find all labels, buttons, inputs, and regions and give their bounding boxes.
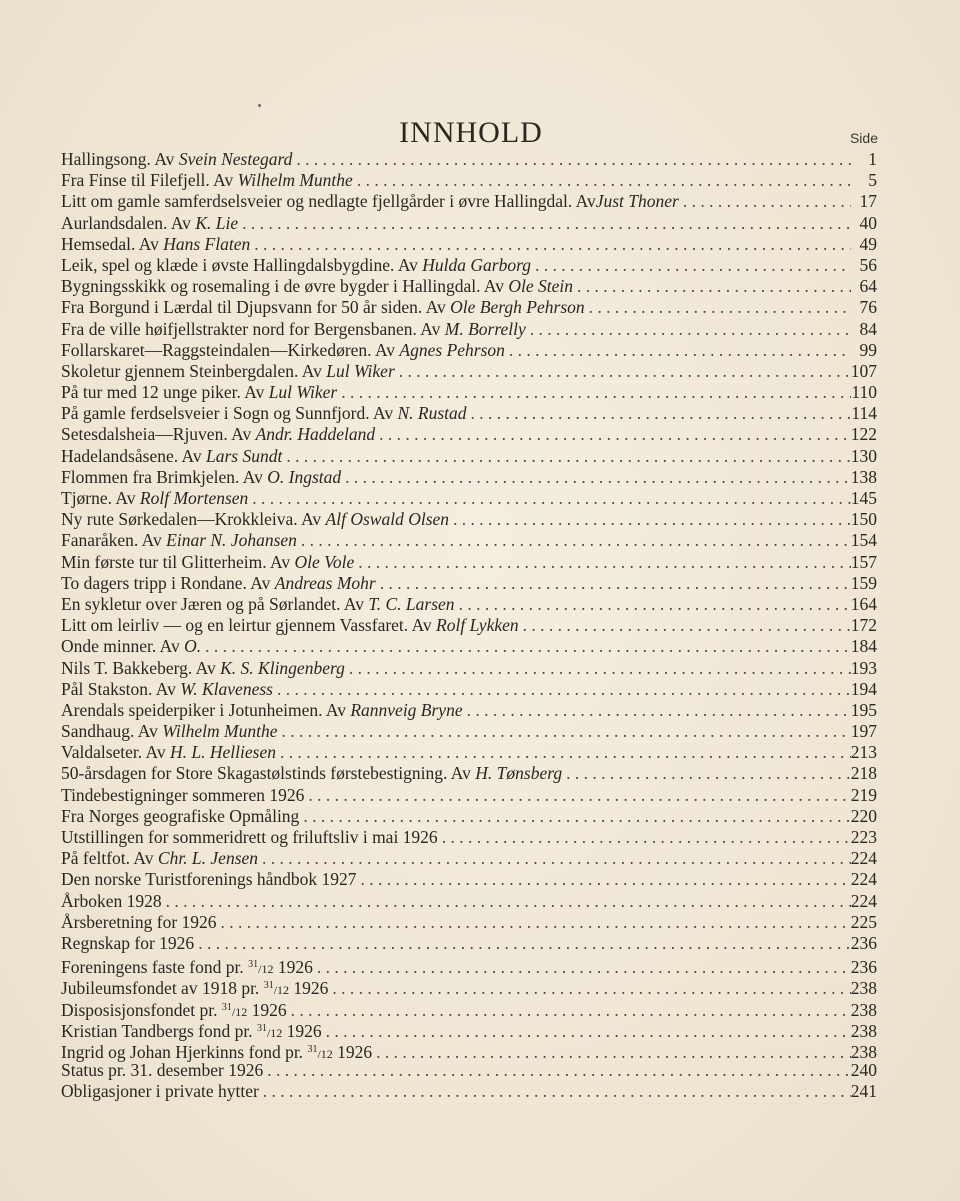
toc-entry-title-text: 50-årsdagen for Store Skagastølstinds førstebestigning. Av [61, 763, 476, 784]
toc-entry-page: 145 [850, 488, 877, 508]
toc-entry [61, 933, 877, 954]
dot-leader [322, 1021, 851, 1042]
toc-entry-author: T. C. Larsen [368, 593, 455, 614]
toc-entry-title [61, 340, 505, 361]
dot-leader [519, 615, 851, 636]
toc-entry-title-text: Onde minner. Av [61, 636, 185, 657]
toc-entry-title [61, 636, 201, 657]
toc-entry-page: 213 [850, 742, 877, 763]
dot-leader [354, 552, 851, 573]
toc-entry-title-text: På tur med 12 unge piker. Av [61, 382, 269, 403]
toc-entry-title-text: En sykletur over Jæren og på Sørlandet. Av [61, 593, 369, 614]
toc-entry-title-text: Fra Finse til Filefjell. Av [61, 170, 238, 191]
toc-entry [61, 552, 877, 573]
toc-entry-author: K. S. Klingenberg [220, 657, 345, 678]
date-superscript: 31 [221, 1001, 232, 1013]
toc-entry-title-text: Arendals speiderpiker i Jotunheimen. Av [61, 699, 351, 720]
dot-leader [353, 170, 851, 191]
toc-entry-page: 225 [850, 911, 877, 932]
toc-entry [61, 213, 877, 234]
toc-entry [61, 594, 877, 615]
toc-entry-title-text: Min første tur til Glitterheim. Av [61, 551, 295, 572]
toc-entry-title [61, 191, 679, 212]
toc-entry-page: 224 [850, 869, 877, 890]
toc-entry-title [61, 149, 292, 170]
toc-entry-page: 184 [850, 636, 877, 657]
toc-entry-page: 236 [850, 932, 877, 953]
toc-entry-author: Andr. Haddeland [255, 424, 376, 445]
toc-entry-title [61, 763, 562, 784]
toc-entry [61, 488, 877, 509]
toc-entry [61, 170, 877, 191]
dot-leader [277, 721, 850, 742]
toc-entry-title-text: Fra de ville høifjellstrakter nord for Bergensbanen. Av [61, 318, 445, 339]
toc-entry [61, 361, 877, 382]
toc-entry-page: 236 [850, 957, 877, 978]
toc-entry-title [61, 319, 526, 340]
toc-entry-title-text: Ny rute Sørkedalen—Krokkleiva. Av [61, 509, 326, 530]
dot-leader [292, 149, 851, 170]
toc-entry-title-text: Utstillingen for sommeridrett og friluftsliv i mai 1926 [61, 827, 438, 847]
toc-entry-title-text: Sandhaug. Av [61, 721, 163, 742]
toc-entry [61, 1081, 877, 1102]
date-year: 1926 [273, 957, 313, 978]
toc-entry-title [61, 361, 395, 382]
toc-entry-page: 122 [850, 424, 877, 445]
toc-entry-title [61, 912, 217, 933]
toc-entry-author: H. Tønsberg [475, 763, 563, 784]
toc-entry-author: K. Lie [195, 212, 239, 233]
page-dot [258, 104, 261, 107]
toc-entry [61, 848, 877, 869]
toc-entry-author: Svein Nestegard [178, 149, 293, 169]
toc-entry-title-text: Setesdalsheia—Rjuven. Av [61, 424, 256, 445]
toc-entry [61, 424, 877, 445]
toc-entry-title-text: To dagers tripp i Rondane. Av [61, 572, 275, 593]
date-year: 1926 [289, 978, 329, 999]
dot-leader [313, 957, 851, 978]
dot-leader [341, 467, 851, 488]
dot-leader [585, 297, 851, 318]
toc-entry [61, 340, 877, 361]
toc-entry-title-text: Obligasjoner i private hytter [61, 1081, 259, 1102]
toc-entry-title-text: Hallingsong. Av [61, 149, 179, 169]
dot-leader [449, 509, 851, 530]
dot-leader [238, 213, 851, 234]
toc-entry-author: Lars Sundt [205, 445, 283, 466]
toc-entry-title [61, 170, 353, 191]
toc-entry-page: 76 [859, 297, 877, 318]
toc-entry [61, 573, 877, 594]
toc-entry-author: Ole Bergh Pehrson [450, 297, 585, 318]
toc-entry-title-text: Pål Stakston. Av [61, 678, 181, 699]
toc-entry-author: Lul Wiker [326, 360, 395, 381]
toc-entry-title-text: Den norske Turistforenings håndbok 1927 [61, 869, 357, 890]
toc-entry-author: O. [184, 636, 202, 657]
toc-entry-title-text: Fra Borgund i Lærdal til Djupsvann for 50 år siden. Av [61, 297, 451, 318]
toc-entry-author: N. Rustad [397, 403, 467, 424]
toc-entry-page: 240 [850, 1060, 877, 1081]
dot-leader [248, 488, 850, 509]
toc-entry [61, 891, 877, 912]
toc-entry-title-text: Ingrid og Johan Hjerkinns fond pr. [61, 1041, 308, 1062]
toc-entry-page: 110 [851, 382, 877, 403]
toc-entry-title [61, 213, 238, 234]
toc-entry [61, 276, 877, 297]
toc-entry-title-text: Status pr. 31. desember 1926 [61, 1060, 264, 1081]
toc-entry-author: Einar N. Johansen [166, 530, 297, 551]
toc-entry-page: 159 [850, 572, 877, 593]
toc-entry-author: Rolf Lykken [436, 615, 519, 636]
toc-entry-title [61, 721, 277, 742]
toc-entry-page: 219 [850, 784, 877, 805]
toc-entry-page: 114 [851, 403, 877, 424]
toc-entry-title [61, 446, 282, 467]
toc-entry [61, 785, 877, 806]
page-title: INNHOLD [399, 116, 543, 150]
toc-entry [61, 1039, 877, 1060]
toc-entry-author: W. Klaveness [180, 678, 273, 699]
toc-entry-title [61, 424, 375, 445]
toc-entry-page: 17 [859, 191, 877, 212]
toc-entry-title-text: Flommen fra Brimkjelen. Av [61, 466, 268, 487]
toc-entry-title-text: Årsberetning for 1926 [61, 911, 217, 932]
toc-entry-page: 49 [859, 233, 877, 254]
dot-leader [375, 424, 851, 445]
toc-entry-page: 238 [850, 1041, 877, 1062]
toc-entry-title-text: Tindebestigninger sommeren 1926 [61, 784, 305, 805]
toc-entry-title [61, 594, 455, 615]
toc-entry-page: 241 [850, 1081, 877, 1102]
toc-entry-page: 154 [850, 530, 877, 551]
toc-entry-title-text: Jubileumsfondet av 1918 pr. [61, 978, 264, 999]
toc-entry-page: 150 [850, 509, 877, 530]
toc-entry [61, 636, 877, 657]
toc-entry-page: 84 [859, 318, 877, 339]
toc-entry-page: 238 [850, 1020, 877, 1041]
toc-entry [61, 467, 877, 488]
toc-entry-author: H. L. Helliesen [170, 742, 276, 763]
dot-leader [467, 403, 851, 424]
toc-entry-page: 107 [850, 360, 877, 381]
toc-entry-title [61, 530, 297, 551]
toc-entry-title [61, 827, 438, 848]
toc-entry-page: 64 [859, 276, 877, 297]
toc-entry [61, 382, 877, 403]
date-month: /12 [231, 1004, 248, 1019]
toc-entry-title-text: Fanaråken. Av [61, 530, 167, 551]
dot-leader [505, 340, 851, 361]
dot-leader [297, 530, 851, 551]
dot-leader [276, 742, 851, 763]
dot-leader [357, 869, 851, 890]
toc-entry-title [61, 700, 463, 721]
toc-entry [61, 149, 877, 170]
toc-entry-title-text: Årboken 1928 [61, 890, 162, 911]
toc-entry-author: Andreas Mohr [274, 572, 376, 593]
toc-entry-page: 193 [850, 657, 877, 678]
toc-entry-page: 218 [850, 763, 877, 784]
toc-entry-title [61, 403, 467, 424]
toc-entry-page: 238 [850, 978, 877, 999]
toc-entry-author: Alf Oswald Olsen [325, 509, 450, 530]
toc-entry-author: Agnes Pehrson [399, 339, 505, 360]
dot-leader [455, 594, 851, 615]
toc-entry-title-text: På gamle ferdselsveier i Sogn og Sunnfjord. Av [61, 403, 398, 424]
dot-leader [194, 933, 851, 954]
date-month: /12 [317, 1046, 333, 1061]
toc-entry-title-text: Litt om gamle samferdselsveier og nedlagte fjellgårder i øvre Hallingdal. Av [61, 191, 596, 212]
toc-entry-title-text: Disposisjonsfondet pr. [61, 999, 222, 1020]
toc-entry-author: Ole Stein [508, 276, 573, 297]
dot-leader [526, 319, 851, 340]
toc-entry-author: Wilhelm Munthe [237, 170, 353, 191]
toc-entry [61, 975, 877, 999]
toc-entry-page: 223 [850, 827, 877, 847]
dot-leader [273, 679, 851, 700]
toc-entry-title [61, 552, 354, 573]
toc-entry-title [61, 488, 248, 509]
dot-leader [337, 382, 851, 403]
toc-entry-page: 238 [850, 999, 877, 1020]
toc-entry-title-text: Bygningsskikk og rosemaling i de øvre bygder i Hallingdal. Av [61, 276, 509, 297]
toc-entry-title-text: Hadelandsåsene. Av [61, 445, 206, 466]
toc-entry-title [61, 1060, 263, 1081]
toc-entry-title [61, 933, 194, 954]
toc-entry [61, 446, 877, 467]
toc-entry-page: 224 [850, 848, 877, 869]
date-month: /12 [273, 983, 290, 998]
toc-entry-title [61, 742, 276, 763]
toc-entry-title [61, 806, 299, 827]
toc-entry [61, 679, 877, 700]
toc-entry-title-text: Skoletur gjennem Steinbergdalen. Av [61, 360, 327, 381]
toc-entry-title-text: Follarskaret—Raggsteindalen—Kirkedøren. Av [61, 339, 400, 360]
dot-leader [562, 763, 851, 784]
toc-entry-title [61, 869, 357, 890]
toc-entry-page: 1 [868, 149, 877, 169]
dot-leader [679, 191, 851, 212]
toc-entry-page: 5 [868, 170, 877, 191]
toc-entry-author: M. Borrelly [444, 318, 526, 339]
dot-leader [287, 1000, 851, 1021]
date-superscript: 31 [256, 1022, 267, 1034]
toc-entry [61, 255, 877, 276]
toc-entry [61, 997, 877, 1018]
toc-entry-title [61, 848, 258, 869]
toc-entry-page: 194 [850, 678, 877, 699]
toc-entry-title-text: Hemsedal. Av [61, 233, 164, 254]
toc-entry-title [61, 1081, 259, 1102]
toc-entry [61, 234, 877, 255]
dot-leader [304, 785, 850, 806]
table-of-contents [61, 149, 877, 1102]
date-year: 1926 [332, 1041, 373, 1062]
toc-entry-title [61, 785, 304, 806]
dot-leader [345, 658, 851, 679]
toc-entry-title-text: Fra Norges geografiske Opmåling [61, 805, 300, 826]
toc-entry-author: Just Thoner [595, 191, 679, 212]
toc-entry-author: Hans Flaten [163, 233, 251, 254]
toc-entry-author: Wilhelm Munthe [162, 721, 278, 742]
toc-entry [61, 827, 877, 848]
date-superscript: 31 [248, 959, 259, 971]
dot-leader [282, 446, 850, 467]
toc-entry-page: 157 [850, 551, 877, 572]
toc-entry [61, 806, 877, 827]
toc-entry-title [61, 234, 250, 255]
toc-entry [61, 742, 877, 763]
toc-entry-title-text: Regnskap for 1926 [61, 932, 195, 953]
toc-entry-page: 224 [850, 890, 877, 911]
toc-entry [61, 912, 877, 933]
toc-entry-page: 99 [859, 339, 877, 360]
toc-entry-page: 164 [850, 593, 877, 614]
toc-entry-title [61, 467, 341, 488]
toc-entry-page: 138 [850, 466, 877, 487]
toc-entry-title-text: Foreningens faste fond pr. [61, 957, 249, 978]
toc-entry-title-text: Valdalseter. Av [61, 742, 171, 763]
toc-entry-page: 40 [859, 212, 877, 233]
date-superscript: 31 [307, 1043, 318, 1055]
dot-leader [463, 700, 851, 721]
toc-entry-title-text: Litt om leirliv — og en leirtur gjennem Vassfaret. Av [61, 615, 437, 636]
page-column-header: Side [849, 130, 878, 146]
toc-entry-title [61, 297, 585, 318]
dot-leader [328, 978, 850, 999]
toc-entry-author: Hulda Garborg [422, 254, 532, 275]
dot-leader [263, 1060, 851, 1081]
toc-entry-author: O. Ingstad [267, 466, 342, 487]
toc-entry-title-text: Leik, spel og klæde i øvste Hallingdalsbygdine. Av [61, 254, 423, 275]
toc-entry [61, 530, 877, 551]
dot-leader [162, 891, 851, 912]
dot-leader [201, 636, 851, 657]
toc-entry [61, 869, 877, 890]
toc-entry-title [61, 509, 449, 530]
toc-entry-author: Lul Wiker [268, 382, 338, 403]
toc-entry-page: 56 [859, 254, 877, 275]
date-month: /12 [266, 1025, 283, 1040]
toc-entry-title-text: Tjørne. Av [61, 488, 140, 508]
toc-entry-author: Rolf Mortensen [139, 488, 249, 508]
dot-leader [258, 848, 851, 869]
date-year: 1926 [282, 1020, 322, 1041]
toc-entry [61, 319, 877, 340]
dot-leader [531, 255, 851, 276]
toc-entry-page: 130 [850, 445, 877, 466]
toc-entry [61, 509, 877, 530]
toc-entry-title-text: Aurlandsdalen. Av [61, 212, 196, 233]
toc-entry-title [61, 891, 162, 912]
toc-entry-title [61, 382, 337, 403]
toc-entry [61, 1018, 877, 1039]
toc-entry [61, 721, 877, 742]
dot-leader [376, 573, 851, 594]
toc-entry [61, 615, 877, 636]
toc-entry-title-text: På feltfot. Av [61, 848, 158, 869]
toc-entry-page: 220 [850, 805, 877, 826]
dot-leader [250, 234, 851, 255]
toc-entry-author: Rannveig Bryne [350, 699, 463, 720]
dot-leader [299, 806, 850, 827]
toc-entry-title [61, 615, 519, 636]
toc-entry-page: 195 [850, 699, 877, 720]
toc-entry-title [61, 276, 573, 297]
toc-entry [61, 1060, 877, 1081]
toc-entry [61, 700, 877, 721]
toc-entry-title [61, 573, 376, 594]
toc-entry [61, 954, 877, 978]
toc-entry-title [61, 255, 531, 276]
toc-entry [61, 763, 877, 784]
date-month: /12 [258, 962, 274, 977]
toc-entry [61, 297, 877, 318]
toc-entry-page: 197 [850, 721, 877, 742]
toc-entry [61, 658, 877, 679]
toc-entry-title-text: Kristian Tandbergs fond pr. [61, 1020, 257, 1041]
toc-entry-title [61, 679, 273, 700]
toc-entry [61, 191, 877, 212]
toc-entry-page: 172 [850, 615, 877, 636]
dot-leader [438, 827, 851, 848]
date-superscript: 31 [263, 980, 274, 992]
dot-leader [217, 912, 851, 933]
dot-leader [395, 361, 851, 382]
toc-entry-title [61, 658, 345, 679]
date-year: 1926 [247, 999, 287, 1020]
toc-entry [61, 403, 877, 424]
dot-leader [259, 1081, 851, 1102]
toc-entry-title-text: Nils T. Bakkeberg. Av [61, 657, 221, 678]
toc-entry-author: Ole Vole [294, 551, 355, 572]
toc-entry-author: Chr. L. Jensen [157, 848, 259, 869]
dot-leader [573, 276, 851, 297]
